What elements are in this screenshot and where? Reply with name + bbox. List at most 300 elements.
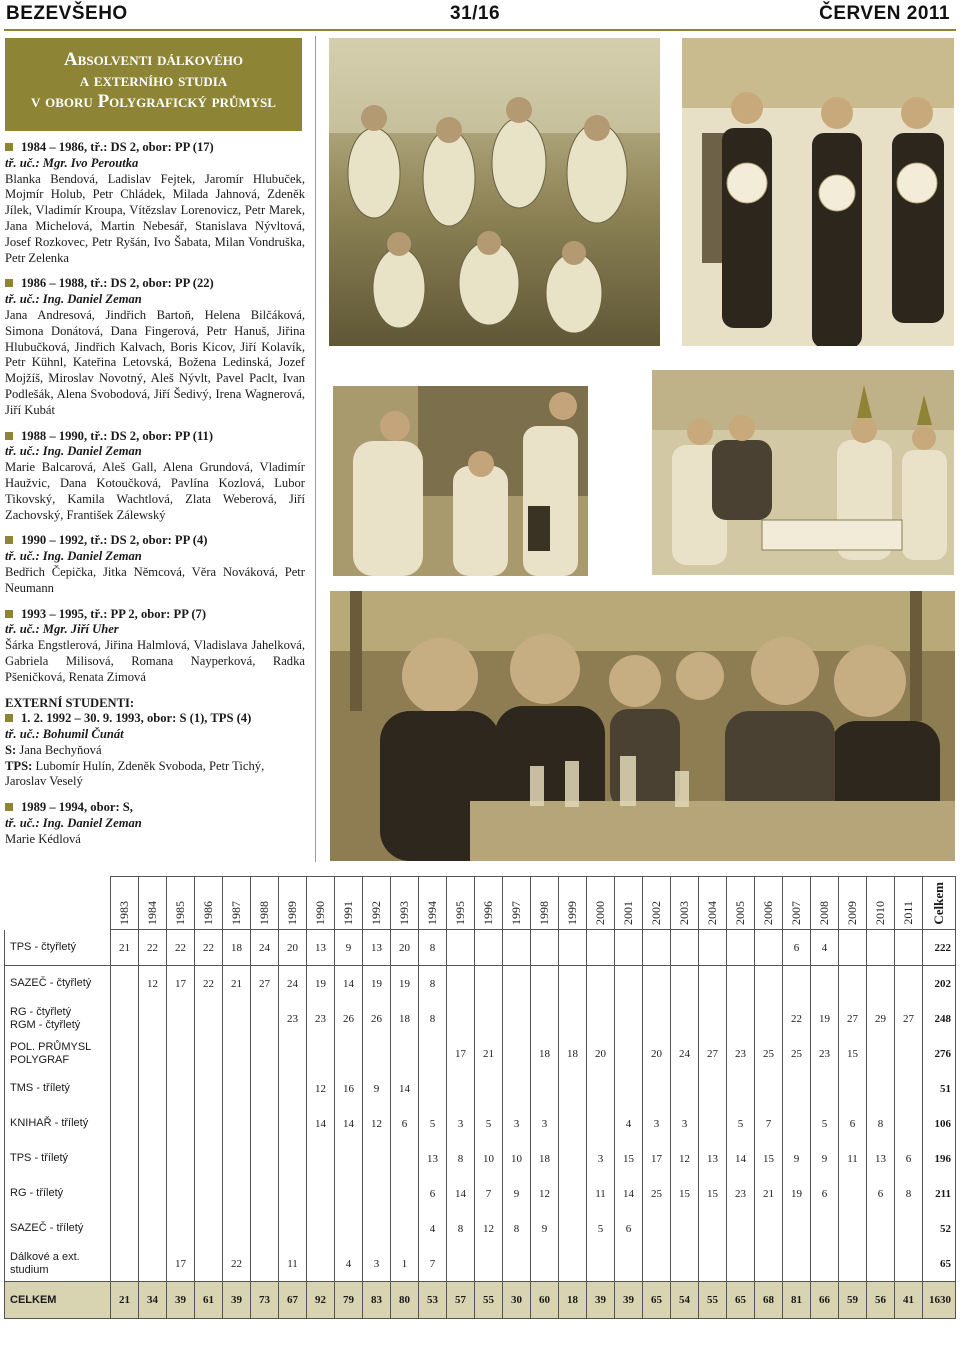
table-row	[5, 1211, 956, 1246]
table-cell: 25	[755, 1036, 783, 1071]
table-cell	[671, 1246, 699, 1282]
table-cell	[895, 1246, 923, 1282]
table-cell	[167, 1106, 195, 1141]
graduates-statistics-table	[4, 876, 956, 1319]
table-cell: 27	[699, 1036, 727, 1071]
table-row	[5, 930, 956, 966]
table-row	[5, 1071, 956, 1106]
row-total: 65	[923, 1246, 956, 1282]
table-cell	[251, 1071, 279, 1106]
table-cell: 54	[671, 1282, 699, 1319]
year-header: 1985	[167, 877, 195, 930]
class-heading: 1993 – 1995, tř.: PP 2, obor: PP (7)	[21, 606, 207, 621]
table-cell: 12	[139, 966, 167, 1002]
table-cell	[363, 1176, 391, 1211]
reunion-photo	[330, 591, 955, 861]
title-line: a externího studia	[79, 70, 228, 91]
table-cell	[195, 1176, 223, 1211]
table-cell	[111, 1071, 139, 1106]
table-cell: 13	[363, 930, 391, 966]
row-label: TMS - tříletý	[5, 1071, 111, 1106]
table-cell	[447, 930, 475, 966]
table-cell	[643, 1211, 671, 1246]
table-cell	[559, 1246, 587, 1282]
table-cell: 23	[279, 1001, 307, 1036]
row-label: SAZEČ - tříletý	[5, 1211, 111, 1246]
table-cell: 5	[475, 1106, 503, 1141]
table-cell	[531, 1071, 559, 1106]
year-header: 1998	[531, 877, 559, 930]
table-cell: 7	[475, 1176, 503, 1211]
column-divider	[315, 36, 316, 862]
table-cell: 22	[223, 1246, 251, 1282]
table-cell	[531, 1001, 559, 1036]
table-cell: 8	[419, 1001, 447, 1036]
table-cell	[867, 1246, 895, 1282]
table-cell: 22	[195, 966, 223, 1002]
class-teacher: tř. uč.: Ing. Daniel Zeman	[5, 816, 142, 831]
table-cell	[111, 1211, 139, 1246]
external-entry	[5, 711, 305, 790]
table-cell	[755, 1246, 783, 1282]
table-cell	[755, 966, 783, 1002]
section-title-box	[5, 38, 302, 131]
row-total: 52	[923, 1211, 956, 1246]
table-cell	[391, 1211, 419, 1246]
table-cell	[811, 1246, 839, 1282]
table-cell: 4	[615, 1106, 643, 1141]
table-cell	[335, 1036, 363, 1071]
table-cell	[811, 1071, 839, 1106]
row-total: 1630	[923, 1282, 956, 1319]
table-cell: 6	[839, 1106, 867, 1141]
table-cell	[363, 1141, 391, 1176]
table-cell: 20	[587, 1036, 615, 1071]
header-divider	[4, 29, 956, 31]
year-header: 1986	[195, 877, 223, 930]
table-cell: 27	[251, 966, 279, 1002]
table-cell	[783, 1071, 811, 1106]
table-cell	[503, 1036, 531, 1071]
year-header: 2009	[839, 877, 867, 930]
table-cell	[475, 1246, 503, 1282]
class-names: Marie Balcarová, Aleš Gall, Alena Grundová, Vladimír Haužvic, Dana Kotoučková, Pavlína Kozlová, Lubor Tikovský, Kamila Wachtlová, Zlata Weberová, Jiří Zachovský, František Zálewský	[5, 460, 305, 522]
table-cell	[391, 1036, 419, 1071]
table-cell: 6	[895, 1141, 923, 1176]
table-cell	[895, 966, 923, 1002]
table-cell	[895, 930, 923, 966]
class-names: Blanka Bendová, Ladislav Fejtek, Jaromír Hlubuček, Mojmír Holub, Petr Chládek, Milada Jahnová, Zdeněk Jílek, Vladimír Kroupa, Vítězslav Lorenovicz, Petr Marek, Jana Michelová, Martin Nebesář, Stanislava Nývltová, Josef Rozkovec, Petr Ryšán, Ivo Šabata, Milan Vondruška, Petr Zelenka	[5, 171, 305, 265]
table-cell: 23	[727, 1036, 755, 1071]
table-cell	[615, 1071, 643, 1106]
table-cell: 6	[391, 1106, 419, 1141]
row-total: 276	[923, 1036, 956, 1071]
table-cell	[223, 1001, 251, 1036]
class-heading: 1990 – 1992, tř.: DS 2, obor: PP (4)	[21, 533, 208, 548]
table-row	[5, 1176, 956, 1211]
table-cell	[559, 930, 587, 966]
external-students-heading: EXTERNÍ STUDENTI:	[5, 695, 135, 710]
table-cell: 18	[531, 1141, 559, 1176]
table-cell	[559, 1211, 587, 1246]
year-header: 2011	[895, 877, 923, 930]
table-cell	[419, 1036, 447, 1071]
table-row	[5, 1141, 956, 1176]
table-cell: 17	[167, 1246, 195, 1282]
class-names: Lubomír Hulín, Zdeněk Svoboda, Petr Tichý, Jaroslav Veselý	[5, 758, 265, 789]
table-cell: 11	[587, 1176, 615, 1211]
table-cell	[615, 1001, 643, 1036]
table-cell	[699, 966, 727, 1002]
title-line: v oboru Polygrafický průmysl	[31, 91, 276, 112]
table-cell: 14	[727, 1141, 755, 1176]
table-cell: 21	[755, 1176, 783, 1211]
table-cell	[727, 966, 755, 1002]
table-cell	[251, 1001, 279, 1036]
table-cell	[139, 1071, 167, 1106]
field-label: S:	[5, 742, 17, 757]
class-entry	[5, 607, 305, 686]
table-cell: 6	[615, 1211, 643, 1246]
bullet-icon	[5, 803, 13, 811]
year-header: 2004	[699, 877, 727, 930]
table-cell: 61	[195, 1282, 223, 1319]
table-cell: 13	[419, 1141, 447, 1176]
table-cell: 26	[363, 1001, 391, 1036]
table-cell: 18	[559, 1036, 587, 1071]
table-cell: 60	[531, 1282, 559, 1319]
table-cell	[643, 1001, 671, 1036]
table-cell: 3	[671, 1106, 699, 1141]
table-cell	[671, 1001, 699, 1036]
row-total: 196	[923, 1141, 956, 1176]
year-header: 1984	[139, 877, 167, 930]
table-cell	[139, 1001, 167, 1036]
table-cell	[139, 1106, 167, 1141]
table-cell: 15	[615, 1141, 643, 1176]
table-cell: 20	[391, 930, 419, 966]
table-cell: 3	[363, 1246, 391, 1282]
table-cell: 19	[391, 966, 419, 1002]
table-cell: 4	[419, 1211, 447, 1246]
table-cell: 19	[307, 966, 335, 1002]
class-names: Šárka Engstlerová, Jiřina Halmlová, Vladislava Jahelková, Gabriela Milisová, Romana Nayperková, Radka Pšeničková, Renata Zimová	[5, 638, 305, 684]
table-cell	[139, 1176, 167, 1211]
year-header: 1990	[307, 877, 335, 930]
table-cell: 6	[811, 1176, 839, 1211]
table-cell	[167, 1036, 195, 1071]
table-cell	[727, 1246, 755, 1282]
year-header: 1993	[391, 877, 419, 930]
table-cell	[167, 1141, 195, 1176]
table-cell	[223, 1141, 251, 1176]
table-cell	[139, 1246, 167, 1282]
field-label: TPS:	[5, 758, 33, 773]
table-cell	[307, 1211, 335, 1246]
table-cell: 5	[811, 1106, 839, 1141]
table-cell: 55	[699, 1282, 727, 1319]
table-cell	[447, 966, 475, 1002]
class-heading: 1989 – 1994, obor: S,	[21, 800, 133, 815]
table-cell	[475, 930, 503, 966]
table-cell: 9	[503, 1176, 531, 1211]
table-cell: 14	[447, 1176, 475, 1211]
table-cell: 67	[279, 1282, 307, 1319]
table-cell	[111, 1141, 139, 1176]
year-header: 2002	[643, 877, 671, 930]
table-cell	[223, 1176, 251, 1211]
table-cell: 24	[279, 966, 307, 1002]
table-header-row	[5, 877, 956, 930]
table-cell: 12	[475, 1211, 503, 1246]
page-number: 31/16	[450, 3, 501, 24]
graduates-photo	[682, 38, 954, 346]
table-cell	[531, 1246, 559, 1282]
table-cell	[475, 1071, 503, 1106]
year-header: 2003	[671, 877, 699, 930]
table-cell: 18	[531, 1036, 559, 1071]
table-cell: 21	[223, 966, 251, 1002]
year-header: 1995	[447, 877, 475, 930]
row-total: 222	[923, 930, 956, 966]
table-cell: 13	[699, 1141, 727, 1176]
table-cell	[195, 1036, 223, 1071]
magazine-title: BEZEVŠEHO	[6, 3, 128, 24]
table-cell: 17	[167, 966, 195, 1002]
class-heading: 1. 2. 1992 – 30. 9. 1993, obor: S (1), TPS (4)	[21, 711, 252, 726]
table-cell	[447, 1001, 475, 1036]
table-cell	[671, 930, 699, 966]
title-line: Absolventi dálkového	[63, 49, 244, 70]
bullet-icon	[5, 536, 13, 544]
table-cell	[755, 1001, 783, 1036]
table-cell	[839, 1246, 867, 1282]
table-cell: 4	[811, 930, 839, 966]
table-cell: 39	[167, 1282, 195, 1319]
year-header: 1994	[419, 877, 447, 930]
table-cell	[279, 1071, 307, 1106]
table-cell	[559, 1141, 587, 1176]
table-cell: 1	[391, 1246, 419, 1282]
table-cell	[895, 1071, 923, 1106]
table-cell: 14	[335, 966, 363, 1002]
table-cell	[363, 1211, 391, 1246]
table-cell	[111, 1106, 139, 1141]
table-cell	[251, 1106, 279, 1141]
table-cell	[111, 1036, 139, 1071]
table-cell	[251, 1141, 279, 1176]
year-header: 1996	[475, 877, 503, 930]
table-cell	[587, 1071, 615, 1106]
table-cell	[727, 1001, 755, 1036]
bullet-icon	[5, 143, 13, 151]
table-cell: 5	[419, 1106, 447, 1141]
table-cell: 8	[895, 1176, 923, 1211]
table-cell	[839, 966, 867, 1002]
class-teacher: tř. uč.: Ing. Daniel Zeman	[5, 549, 142, 564]
class-teacher: tř. uč.: Mgr. Jiří Uher	[5, 622, 119, 637]
table-cell: 7	[419, 1246, 447, 1282]
table-cell: 80	[391, 1282, 419, 1319]
bullet-icon	[5, 610, 13, 618]
table-cell: 14	[615, 1176, 643, 1211]
table-cell	[195, 1211, 223, 1246]
table-cell: 22	[139, 930, 167, 966]
table-cell	[307, 1176, 335, 1211]
table-cell: 11	[839, 1141, 867, 1176]
table-cell: 26	[335, 1001, 363, 1036]
class-entry	[5, 533, 305, 596]
table-cell	[867, 1036, 895, 1071]
table-cell	[195, 1001, 223, 1036]
table-cell: 21	[111, 1282, 139, 1319]
table-cell	[811, 1211, 839, 1246]
class-teacher: tř. uč.: Bohumil Čunát	[5, 727, 124, 742]
table-cell	[111, 1001, 139, 1036]
table-cell: 83	[363, 1282, 391, 1319]
table-cell	[223, 1106, 251, 1141]
table-cell	[503, 1001, 531, 1036]
table-cell: 39	[587, 1282, 615, 1319]
table-cell	[783, 966, 811, 1002]
table-cell	[335, 1141, 363, 1176]
table-cell	[615, 930, 643, 966]
table-cell: 29	[867, 1001, 895, 1036]
issue-date: ČERVEN 2011	[819, 3, 950, 24]
table-cell: 20	[643, 1036, 671, 1071]
page-header	[0, 0, 960, 30]
table-cell	[335, 1211, 363, 1246]
table-row	[5, 1001, 956, 1036]
table-cell	[559, 1176, 587, 1211]
row-total: 248	[923, 1001, 956, 1036]
table-cell	[111, 1246, 139, 1282]
table-cell: 3	[587, 1141, 615, 1176]
year-header: 1987	[223, 877, 251, 930]
table-cell	[699, 1211, 727, 1246]
table-cell: 5	[587, 1211, 615, 1246]
table-cell	[503, 930, 531, 966]
table-cell	[671, 1071, 699, 1106]
table-cell	[223, 1036, 251, 1071]
row-label: Dálkové a ext. studium	[5, 1246, 111, 1282]
table-cell	[531, 930, 559, 966]
table-cell	[195, 1246, 223, 1282]
class-heading: 1988 – 1990, tř.: DS 2, obor: PP (11)	[21, 428, 214, 443]
table-cell: 6	[783, 930, 811, 966]
table-cell	[727, 1211, 755, 1246]
year-header: 2000	[587, 877, 615, 930]
row-label: POL. PRŮMYSL POLYGRAF	[5, 1036, 111, 1071]
table-cell	[755, 1211, 783, 1246]
table-cell: 79	[335, 1282, 363, 1319]
table-cell: 41	[895, 1282, 923, 1319]
table-cell	[223, 1211, 251, 1246]
table-cell	[279, 1106, 307, 1141]
table-cell	[391, 1176, 419, 1211]
meeting-photo	[333, 386, 588, 576]
table-cell: 30	[503, 1282, 531, 1319]
table-cell	[867, 1071, 895, 1106]
table-cell	[671, 966, 699, 1002]
table-cell	[251, 1246, 279, 1282]
class-entry	[5, 429, 305, 524]
table-cell: 9	[335, 930, 363, 966]
table-cell	[783, 1211, 811, 1246]
table-cell	[867, 966, 895, 1002]
table-cell	[307, 1246, 335, 1282]
table-cell	[475, 1001, 503, 1036]
table-cell: 11	[279, 1246, 307, 1282]
year-header: 1988	[251, 877, 279, 930]
class-names: Jana Bechyňová	[19, 742, 102, 757]
table-cell	[279, 1211, 307, 1246]
table-cell: 65	[727, 1282, 755, 1319]
table-cell: 23	[307, 1001, 335, 1036]
table-cell: 22	[783, 1001, 811, 1036]
table-cell: 3	[447, 1106, 475, 1141]
table-cell	[895, 1211, 923, 1246]
table-cell: 19	[783, 1176, 811, 1211]
table-cell	[839, 1176, 867, 1211]
year-header: 1991	[335, 877, 363, 930]
table-cell	[699, 1071, 727, 1106]
table-cell: 9	[363, 1071, 391, 1106]
table-cell	[531, 966, 559, 1002]
table-cell: 6	[419, 1176, 447, 1211]
table-cell	[895, 1106, 923, 1141]
table-cell: 24	[671, 1036, 699, 1071]
table-cell	[419, 1071, 447, 1106]
table-cell: 25	[783, 1036, 811, 1071]
table-cell: 5	[727, 1106, 755, 1141]
table-cell	[643, 1246, 671, 1282]
table-cell	[447, 1071, 475, 1106]
table-cell: 21	[475, 1036, 503, 1071]
table-cell: 9	[531, 1211, 559, 1246]
total-header: Celkem	[923, 877, 956, 930]
table-cell: 18	[391, 1001, 419, 1036]
table-cell: 13	[307, 930, 335, 966]
table-cell	[671, 1211, 699, 1246]
table-cell	[139, 1141, 167, 1176]
table-cell	[139, 1036, 167, 1071]
year-header: 2006	[755, 877, 783, 930]
table-cell: 4	[335, 1246, 363, 1282]
table-cell: 10	[503, 1141, 531, 1176]
class-teacher: tř. uč.: Ing. Daniel Zeman	[5, 292, 142, 307]
table-cell	[755, 1071, 783, 1106]
table-cell: 3	[643, 1106, 671, 1141]
table-cell: 8	[419, 930, 447, 966]
table-cell	[559, 966, 587, 1002]
row-label: KNIHAŘ - tříletý	[5, 1106, 111, 1141]
table-row	[5, 1036, 956, 1071]
class-entry	[5, 140, 305, 266]
table-cell	[475, 966, 503, 1002]
table-cell: 19	[363, 966, 391, 1002]
class-entry	[5, 276, 305, 418]
table-cell	[363, 1036, 391, 1071]
table-cell	[643, 930, 671, 966]
table-cell	[727, 1071, 755, 1106]
table-cell: 15	[839, 1036, 867, 1071]
table-cell: 3	[531, 1106, 559, 1141]
table-cell	[167, 1001, 195, 1036]
table-cell	[279, 1036, 307, 1071]
table-cell	[279, 1141, 307, 1176]
table-cell: 12	[307, 1071, 335, 1106]
